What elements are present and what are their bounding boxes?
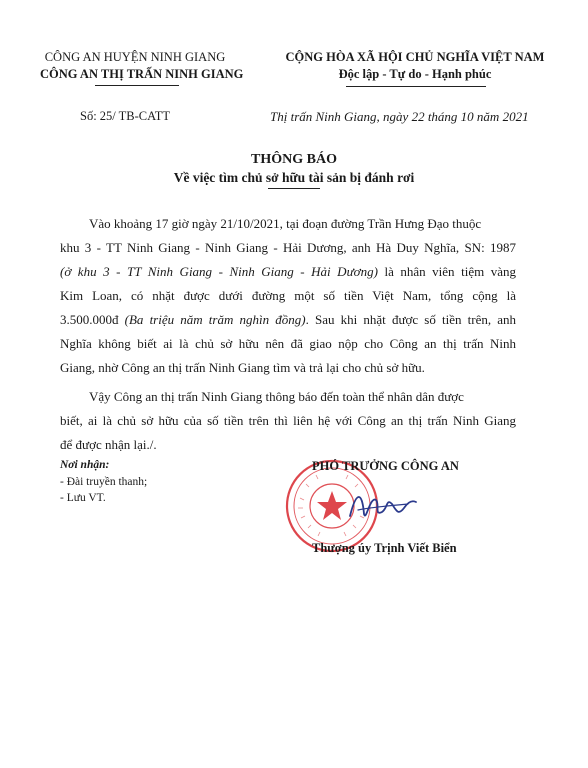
recipient-item: - Lưu VT. — [60, 492, 106, 504]
signer-position: PHÓ TRƯỞNG CÔNG AN — [312, 459, 459, 473]
body-line: khu 3 - TT Ninh Giang - Ninh Giang - Hải Dương, anh Hà Duy Nghĩa, SN: 1987 — [60, 240, 516, 255]
motto-underline — [346, 86, 486, 87]
agency-parent-name: CÔNG AN HUYỆN NINH GIANG — [44, 50, 226, 64]
body-italic-address: (ở khu 3 - TT Ninh Giang - Ninh Giang - Hải Dương) — [60, 264, 378, 279]
body-text: . Sau khi nhặt được số tiền trên, anh — [305, 312, 517, 327]
agency-name: CÔNG AN THỊ TRẤN NINH GIANG — [40, 67, 244, 81]
body-text: là nhân viên tiệm vàng — [377, 264, 516, 279]
body-line: để được nhận lại./. — [60, 437, 157, 452]
title-underline — [268, 188, 320, 189]
body-line — [60, 312, 516, 328]
national-title: CỘNG HÒA XÃ HỘI CHỦ NGHĨA VIỆT NAM — [285, 50, 545, 64]
document-title: THÔNG BÁO — [251, 152, 337, 167]
body-line: biết, ai là chủ sở hữu của số tiền trên thì liên hệ với Công an thị trấn Ninh Giang — [60, 413, 516, 428]
body-line: Kim Loan, có nhặt được dưới đường một số tiền Việt Nam, tổng cộng là — [60, 288, 516, 303]
body-italic-amount: (Ba triệu năm trăm nghìn đồng) — [124, 312, 306, 327]
national-motto: Độc lập - Tự do - Hạnh phúc — [338, 67, 492, 81]
body-line: Giang, nhờ Công an thị trấn Ninh Giang tìm và trả lại cho chủ sở hữu. — [60, 360, 425, 375]
recipients-heading: Nơi nhận: — [60, 459, 110, 471]
body-line — [60, 264, 516, 280]
body-amount: 3.500.000đ — [60, 312, 125, 327]
body-line: Vậy Công an thị trấn Ninh Giang thông báo đến toàn thể nhân dân được — [89, 389, 464, 404]
document-subtitle: Về việc tìm chủ sở hữu tài sản bị đánh rơi — [173, 170, 415, 185]
document-number: Số: 25/ TB-CATT — [80, 109, 171, 123]
recipient-item: - Đài truyền thanh; — [60, 476, 148, 488]
body-line: Vào khoảng 17 giờ ngày 21/10/2021, tại đoạn đường Trần Hưng Đạo thuộc — [89, 216, 482, 231]
body-line: Nghĩa không biết ai là chủ sở hữu nên đã giao nộp cho Công an thị trấn Ninh — [60, 336, 516, 351]
agency-underline — [95, 85, 179, 86]
handwritten-signature-icon — [346, 486, 418, 526]
signer-name: Thượng úy Trịnh Viết Biển — [312, 541, 457, 555]
place-date: Thị trấn Ninh Giang, ngày 22 tháng 10 năm 2021 — [270, 109, 529, 124]
